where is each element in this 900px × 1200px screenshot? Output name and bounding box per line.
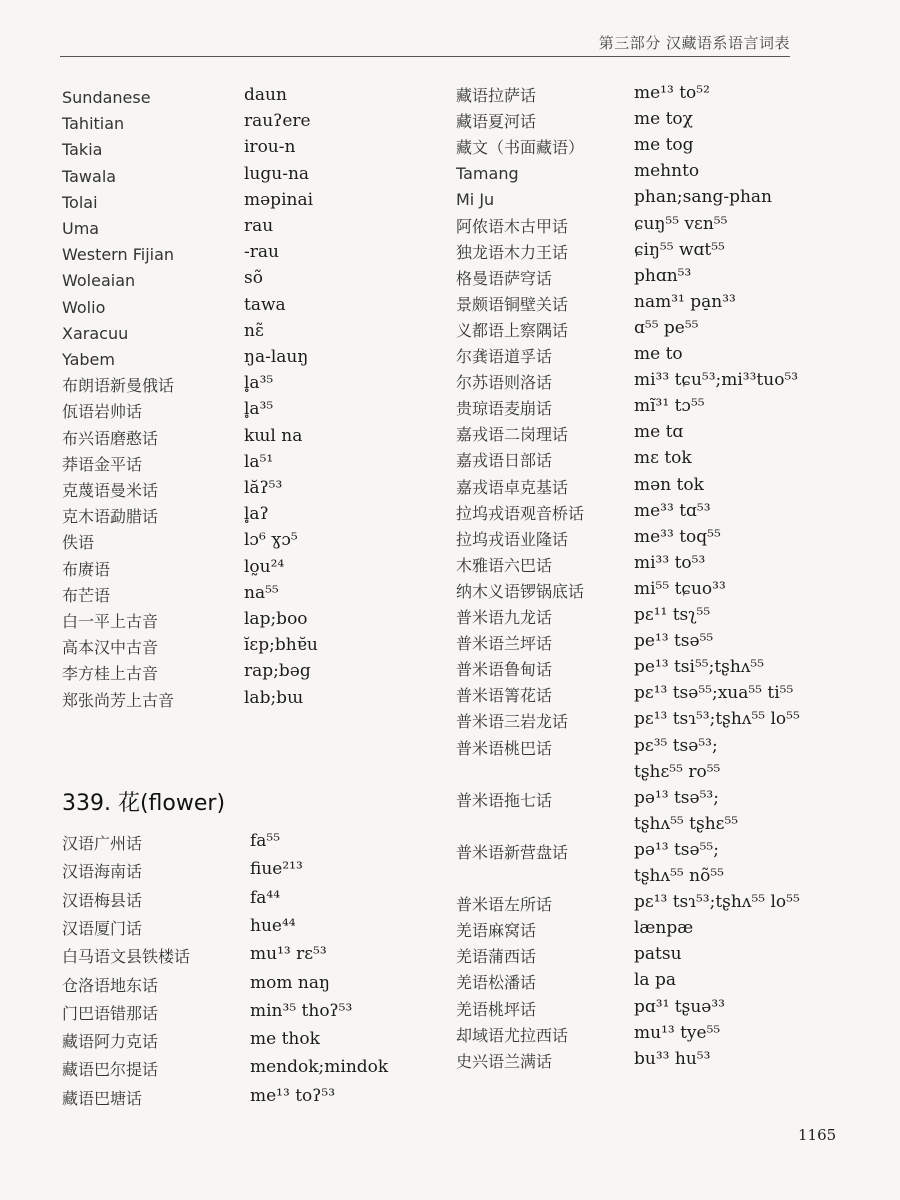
word-form: nam³¹ pa̠n³³ — [634, 291, 736, 312]
word-form: lo̰u²⁴ — [244, 556, 285, 577]
language-name: 白一平上古音 — [62, 612, 159, 631]
language-name: Takia — [62, 140, 103, 160]
language-name: 佤语岩帅话 — [62, 402, 143, 422]
word-form: me³³ tɑ⁵³ — [634, 500, 711, 521]
language-name: Wolio — [62, 297, 106, 317]
word-form: me thok — [250, 1029, 320, 1050]
language-name: 藏文（书面藏语） — [456, 138, 585, 158]
word-form: me tog — [634, 135, 694, 156]
language-name: Uma — [62, 219, 100, 238]
word-form: irou-n — [244, 137, 296, 158]
language-name: 独龙语木力王话 — [456, 242, 569, 262]
language-name: 普米语箐花话 — [456, 686, 553, 706]
word-form: kɯl na — [244, 425, 303, 446]
language-name: 嘉戎语二岗理话 — [456, 425, 569, 445]
language-name: 门巴语错那话 — [62, 1003, 159, 1023]
word-form: ɑ⁵⁵ pe⁵⁵ — [634, 317, 699, 338]
word-form: na⁵⁵ — [244, 582, 279, 603]
word-form: mɛ tok — [634, 448, 692, 469]
language-name: 布兴语磨憨话 — [62, 428, 159, 448]
word-form: me toχ — [634, 109, 693, 130]
language-name: 史兴语兰满话 — [456, 1051, 553, 1071]
word-form: məpinai — [244, 189, 314, 210]
word-form: bu³³ hu⁵³ — [634, 1048, 711, 1069]
word-form: mi⁵⁵ tɕuo³³ — [634, 578, 726, 599]
language-name: 拉坞戎语观音桥话 — [456, 503, 585, 523]
word-form: la pa — [634, 970, 676, 991]
language-name: 仓洛语地东话 — [62, 975, 159, 995]
word-form: fa⁴⁴ — [250, 887, 281, 908]
language-name: 布赓语 — [62, 559, 111, 579]
language-name: 汉语广州话 — [62, 834, 143, 853]
word-form: l̥a³⁵ — [244, 373, 274, 394]
language-name: 藏语巴尔提话 — [62, 1060, 159, 1080]
language-name: Mi Ju — [456, 190, 495, 210]
header-title: 第三部分 汉藏语系语言词表 — [598, 34, 790, 52]
word-form: hue⁴⁴ — [250, 915, 296, 936]
language-name: 尔苏语则洛话 — [456, 373, 553, 393]
language-name: Sundanese — [62, 88, 151, 107]
language-name: 汉语海南话 — [62, 862, 143, 882]
language-name: 藏语夏河话 — [456, 112, 537, 132]
language-name: 羌语麻窝话 — [456, 921, 537, 941]
language-name: 景颇语铜壁关话 — [456, 294, 569, 314]
section-heading: 339. 花(flower) — [62, 791, 226, 816]
word-form: daun — [244, 85, 287, 105]
word-form-continuation: tʂhʌ⁵⁵ tʂhɛ⁵⁵ — [634, 813, 739, 834]
word-form: sõ — [244, 268, 263, 289]
language-name: 嘉戎语卓克基话 — [456, 477, 569, 497]
language-name: Tamang — [456, 164, 519, 184]
word-form: me to — [634, 344, 683, 364]
language-name: 藏语拉萨话 — [456, 86, 537, 105]
word-form: pɑ³¹ tʂuə³³ — [634, 996, 725, 1017]
language-name: 普米语桃巴话 — [456, 738, 553, 758]
word-form-continuation: tʂhɛ⁵⁵ ro⁵⁵ — [634, 761, 721, 782]
language-name: 克蔑语曼米话 — [62, 481, 159, 500]
language-name: 尔龚语道孚话 — [456, 347, 553, 366]
language-name: 布朗语新曼俄话 — [62, 376, 175, 396]
word-form: rauʔere — [244, 111, 311, 132]
language-name: 普米语鲁甸话 — [456, 660, 553, 680]
word-form: mən tok — [634, 474, 704, 495]
word-form: pɛ¹³ tsɿ⁵³;tʂhʌ⁵⁵ lo⁵⁵ — [634, 892, 800, 913]
word-form: mendok;mindok — [250, 1057, 389, 1078]
word-form: rau — [244, 216, 274, 236]
word-form: fiue²¹³ — [250, 859, 303, 880]
language-name: 格曼语萨穹话 — [456, 268, 553, 288]
language-name: Western Fijian — [62, 245, 175, 265]
language-name: Tolai — [62, 192, 98, 212]
word-form: tawa — [244, 294, 286, 315]
word-form: phɑn⁵³ — [634, 265, 692, 286]
language-name: 汉语梅县话 — [62, 890, 143, 910]
word-form: lăʔ⁵³ — [244, 478, 283, 498]
word-form: me tɑ — [634, 422, 684, 443]
language-name: 嘉戎语日部话 — [456, 451, 553, 471]
word-form: pə¹³ tsə⁵³; — [634, 787, 719, 808]
language-name: 莽语金平话 — [62, 454, 143, 474]
language-name: 普米语新营盘话 — [456, 842, 569, 862]
language-name: 藏语阿力克话 — [62, 1032, 159, 1052]
word-form: mu¹³ tye⁵⁵ — [634, 1022, 721, 1043]
language-name: 高本汉中古音 — [62, 638, 159, 658]
word-form: pɛ¹¹ tsʅ⁵⁵ — [634, 605, 711, 625]
word-form: pɛ³⁵ tsə⁵³; — [634, 735, 718, 756]
language-name: 普米语左所话 — [456, 895, 553, 915]
language-name: 布芒语 — [62, 585, 111, 605]
word-form: mĩ³¹ tɔ⁵⁵ — [634, 396, 705, 417]
language-name: Tahitian — [62, 114, 125, 134]
word-form: mi³³ to⁵³ — [634, 552, 706, 573]
word-form: ĭɛp;bhɐ̆u — [244, 635, 318, 656]
word-form: me³³ toq⁵⁵ — [634, 526, 721, 547]
language-name: 羌语松潘话 — [456, 973, 537, 993]
word-form: lab;bɯ — [244, 687, 304, 708]
language-name: 郑张尚芳上古音 — [62, 690, 175, 710]
word-form: me¹³ toʔ⁵³ — [250, 1085, 336, 1106]
word-form: la⁵¹ — [244, 451, 274, 472]
word-form: l̥aʔ — [244, 504, 269, 525]
language-name: 拉坞戎语业隆话 — [456, 529, 569, 549]
word-form: patsu — [634, 944, 682, 965]
word-form: lænpæ — [634, 918, 694, 939]
word-form: mom naŋ — [250, 972, 330, 993]
language-name: 普米语三岩龙话 — [456, 712, 569, 732]
language-name: 却域语尤拉西话 — [456, 1025, 569, 1045]
word-form: lap;boo — [244, 609, 308, 629]
language-name: 义都语上察隅话 — [456, 320, 569, 340]
language-name: 羌语桃坪话 — [456, 999, 537, 1019]
word-form: ɕuŋ⁵⁵ vɛn⁵⁵ — [634, 213, 728, 234]
language-name: 普米语拖七话 — [456, 790, 553, 810]
word-form: fa⁵⁵ — [250, 831, 281, 851]
word-form: pe¹³ tsi⁵⁵;tʂhʌ⁵⁵ — [634, 657, 765, 678]
language-name: 普米语兰坪话 — [456, 634, 553, 654]
language-name: Woleaian — [62, 271, 136, 291]
word-form: nɛ̃ — [244, 320, 264, 341]
word-form: lugu-na — [244, 163, 310, 184]
word-form: rap;bəg — [244, 661, 311, 682]
word-form: pɛ¹³ tsə⁵⁵;xua⁵⁵ ti⁵⁵ — [634, 683, 794, 704]
language-name: 普米语九龙话 — [456, 608, 553, 627]
word-form: mi³³ tɕu⁵³;mi³³tuo⁵³ — [634, 370, 799, 391]
word-form: pɛ¹³ tsɿ⁵³;tʂhʌ⁵⁵ lo⁵⁵ — [634, 709, 800, 730]
language-name: 纳木义语锣锅底话 — [456, 581, 585, 601]
word-form: ɕiŋ⁵⁵ wɑt⁵⁵ — [634, 239, 725, 260]
language-name: 贵琼语麦崩话 — [456, 399, 553, 419]
word-form: l̥a³⁵ — [244, 399, 274, 420]
language-name: Xaracuu — [62, 323, 129, 343]
word-form: -rau — [244, 242, 279, 263]
language-name: 李方桂上古音 — [62, 664, 159, 684]
word-form: mehnto — [634, 161, 700, 182]
language-name: Yabem — [62, 350, 115, 369]
language-name: 汉语厦门话 — [62, 918, 143, 938]
language-name: 木雅语六巴话 — [456, 555, 553, 575]
word-form: pe¹³ tsə⁵⁵ — [634, 631, 714, 652]
language-name: Tawala — [62, 166, 117, 186]
running-header — [60, 26, 790, 57]
language-name: 佚语 — [62, 533, 95, 553]
word-form-continuation: tʂhʌ⁵⁵ nõ⁵⁵ — [634, 866, 724, 886]
page-number: 1165 — [798, 1126, 837, 1144]
language-name: 白马语文县铁楼话 — [62, 947, 191, 967]
word-form: ŋa-lauŋ — [244, 347, 309, 367]
language-name: 藏语巴塘话 — [62, 1088, 143, 1108]
word-form: pə¹³ tsə⁵⁵; — [634, 839, 719, 860]
word-form: lɔ⁶ ɣɔ⁵ — [244, 530, 298, 551]
word-form: min³⁵ thoʔ⁵³ — [250, 1000, 353, 1021]
language-name: 阿侬语木古甲话 — [456, 216, 569, 236]
language-name: 羌语蒲西话 — [456, 947, 537, 967]
word-form: mu¹³ rɛ⁵³ — [250, 944, 327, 965]
word-form: phan;sang-phan — [634, 187, 772, 208]
word-form: me¹³ to⁵² — [634, 83, 710, 103]
language-name: 克木语勐腊话 — [62, 507, 159, 527]
